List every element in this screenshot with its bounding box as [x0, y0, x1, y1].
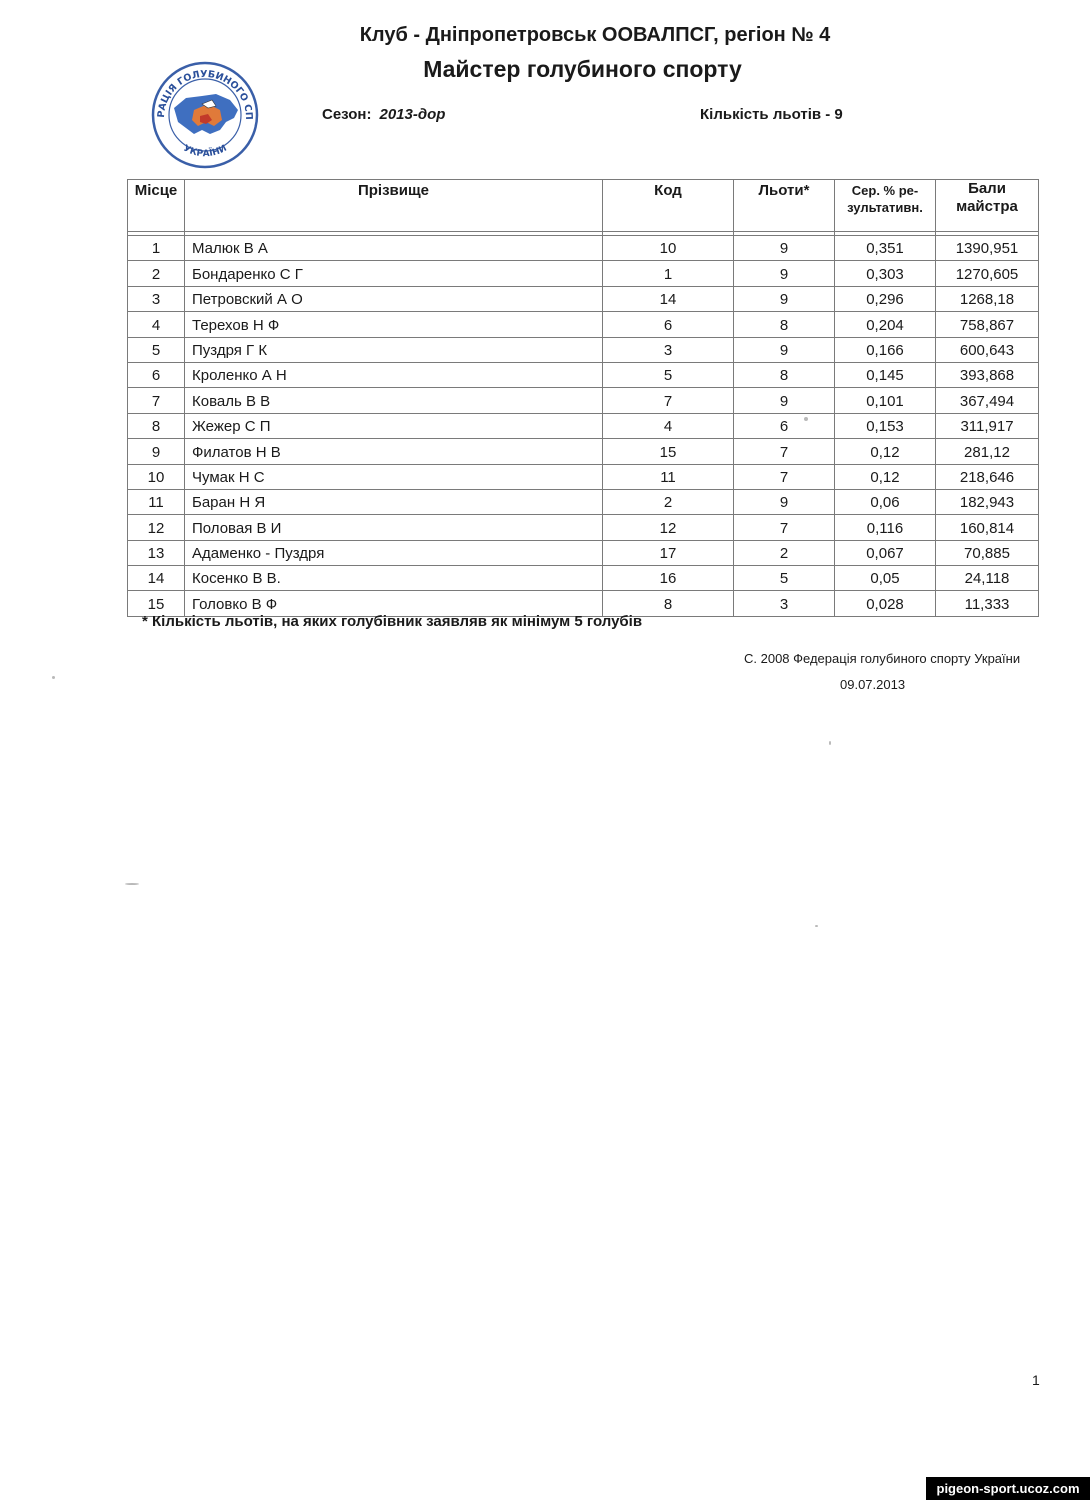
copyright: С. 2008 Федерація голубиного спорту України [744, 651, 1021, 666]
cell-avg: 0,303 [835, 261, 936, 286]
cell-points: 1390,951 [936, 236, 1039, 261]
cell-points: 24,118 [936, 566, 1039, 591]
report-date: 09.07.2013 [840, 677, 906, 692]
cell-code: 1 [603, 261, 734, 286]
cell-code: 11 [603, 464, 734, 489]
cell-flights: 3 [734, 591, 835, 616]
cell-flights: 5 [734, 566, 835, 591]
col-master-points-line1: Бали [968, 180, 1006, 197]
cell-name: Адаменко - Пуздря [185, 540, 603, 565]
cell-place: 13 [128, 540, 185, 565]
table-row [128, 464, 1039, 489]
cell-avg: 0,06 [835, 489, 936, 514]
cell-flights: 9 [734, 286, 835, 311]
table-row [128, 261, 1039, 286]
cell-code: 2 [603, 489, 734, 514]
club-heading: Клуб - Дніпропетровськ ООВАЛПСГ, регіон № 4 [359, 24, 831, 46]
table-row [128, 286, 1039, 311]
svg-text:ФЕДЕРАЦІЯ ГОЛУБИНОГО СПОРТУ: РАЦІЯ ГОЛУБИНОГО СП [155, 68, 255, 121]
cell-place: 10 [128, 464, 185, 489]
cell-avg: 0,204 [835, 312, 936, 337]
cell-avg: 0,12 [835, 464, 936, 489]
season-value: 2013-дор [379, 106, 446, 123]
table-row [128, 236, 1039, 261]
cell-name: Терехов Н Ф [185, 312, 603, 337]
cell-code: 7 [603, 388, 734, 413]
cell-name: Филатов Н В [185, 439, 603, 464]
cell-place: 15 [128, 591, 185, 616]
cell-place: 9 [128, 439, 185, 464]
cell-place: 14 [128, 566, 185, 591]
cell-place: 3 [128, 286, 185, 311]
table-header-row [128, 180, 1039, 232]
footnote: * Кількість льотів, на яких голубівник заявляв як мінімум 5 голубів [142, 613, 643, 630]
cell-points: 11,333 [936, 591, 1039, 616]
cell-name: Жежер С П [185, 413, 603, 438]
cell-name: Головко В Ф [185, 591, 603, 616]
col-master-points-line2: майстра [956, 198, 1018, 215]
cell-place: 5 [128, 337, 185, 362]
cell-place: 2 [128, 261, 185, 286]
cell-flights: 6 [734, 413, 835, 438]
cell-flights: 9 [734, 261, 835, 286]
col-master-points [936, 180, 1039, 232]
cell-points: 367,494 [936, 388, 1039, 413]
cell-name: Петровский А О [185, 286, 603, 311]
table-row [128, 413, 1039, 438]
cell-place: 12 [128, 515, 185, 540]
cell-code: 6 [603, 312, 734, 337]
cell-flights: 9 [734, 489, 835, 514]
cell-avg: 0,116 [835, 515, 936, 540]
scan-speck [815, 925, 818, 927]
cell-points: 160,814 [936, 515, 1039, 540]
cell-place: 1 [128, 236, 185, 261]
cell-avg: 0,067 [835, 540, 936, 565]
cell-code: 4 [603, 413, 734, 438]
cell-place: 11 [128, 489, 185, 514]
cell-flights: 7 [734, 515, 835, 540]
cell-flights: 8 [734, 362, 835, 387]
cell-code: 10 [603, 236, 734, 261]
table-row [128, 489, 1039, 514]
table-row [128, 362, 1039, 387]
col-code: Код [603, 180, 734, 232]
table-row [128, 439, 1039, 464]
cell-points: 1268,18 [936, 286, 1039, 311]
document-title: Майстер голубиного спорту [423, 56, 742, 82]
cell-flights: 7 [734, 439, 835, 464]
cell-points: 281,12 [936, 439, 1039, 464]
table-row [128, 566, 1039, 591]
col-place: Місце [128, 180, 185, 232]
cell-flights: 9 [734, 236, 835, 261]
federation-logo [150, 60, 260, 170]
cell-name: Косенко В В. [185, 566, 603, 591]
results-table [127, 179, 1039, 617]
cell-avg: 0,166 [835, 337, 936, 362]
cell-avg: 0,101 [835, 388, 936, 413]
cell-avg: 0,12 [835, 439, 936, 464]
cell-name: Чумак Н С [185, 464, 603, 489]
cell-points: 70,885 [936, 540, 1039, 565]
cell-avg: 0,296 [835, 286, 936, 311]
table-row [128, 515, 1039, 540]
cell-points: 600,643 [936, 337, 1039, 362]
cell-avg: 0,05 [835, 566, 936, 591]
cell-code: 17 [603, 540, 734, 565]
cell-flights: 8 [734, 312, 835, 337]
svg-text:УКРАЇНИ: УКРАЇНИ [181, 143, 229, 160]
col-avg-result-line1: Сер. % ре- [851, 183, 919, 198]
cell-flights: 9 [734, 388, 835, 413]
cell-name: Малюк В А [185, 236, 603, 261]
cell-points: 182,943 [936, 489, 1039, 514]
scan-speck [804, 417, 808, 421]
cell-points: 393,868 [936, 362, 1039, 387]
cell-name: Бондаренко С Г [185, 261, 603, 286]
col-avg-result [835, 180, 936, 232]
table-row [128, 388, 1039, 413]
cell-place: 4 [128, 312, 185, 337]
col-avg-result-line2: зультативн. [847, 200, 923, 215]
cell-avg: 0,351 [835, 236, 936, 261]
cell-points: 1270,605 [936, 261, 1039, 286]
scan-speck [125, 883, 139, 885]
cell-name: Пуздря Г К [185, 337, 603, 362]
table-row [128, 540, 1039, 565]
table-row [128, 337, 1039, 362]
cell-name: Половая В И [185, 515, 603, 540]
cell-name: Кроленко А Н [185, 362, 603, 387]
cell-flights: 7 [734, 464, 835, 489]
cell-avg: 0,028 [835, 591, 936, 616]
page-number: 1 [1032, 1372, 1040, 1388]
cell-points: 218,646 [936, 464, 1039, 489]
cell-code: 5 [603, 362, 734, 387]
site-watermark: pigeon-sport.ucoz.com [926, 1477, 1090, 1500]
table-row [128, 312, 1039, 337]
cell-code: 14 [603, 286, 734, 311]
scan-speck [829, 741, 831, 745]
cell-name: Баран Н Я [185, 489, 603, 514]
cell-avg: 0,145 [835, 362, 936, 387]
cell-place: 8 [128, 413, 185, 438]
cell-place: 6 [128, 362, 185, 387]
cell-flights: 2 [734, 540, 835, 565]
col-flights: Льоти* [734, 180, 835, 232]
season-info [322, 106, 445, 123]
cell-avg: 0,153 [835, 413, 936, 438]
cell-points: 758,867 [936, 312, 1039, 337]
cell-code: 16 [603, 566, 734, 591]
cell-place: 7 [128, 388, 185, 413]
col-surname: Прізвище [185, 180, 603, 232]
flights-count: Кількість льотів - 9 [700, 106, 843, 123]
cell-points: 311,917 [936, 413, 1039, 438]
cell-code: 8 [603, 591, 734, 616]
cell-flights: 9 [734, 337, 835, 362]
cell-code: 3 [603, 337, 734, 362]
cell-code: 12 [603, 515, 734, 540]
season-label: Сезон: [322, 106, 372, 123]
federation-emblem-icon [150, 60, 260, 170]
cell-code: 15 [603, 439, 734, 464]
cell-name: Коваль В В [185, 388, 603, 413]
scan-speck [52, 676, 55, 679]
